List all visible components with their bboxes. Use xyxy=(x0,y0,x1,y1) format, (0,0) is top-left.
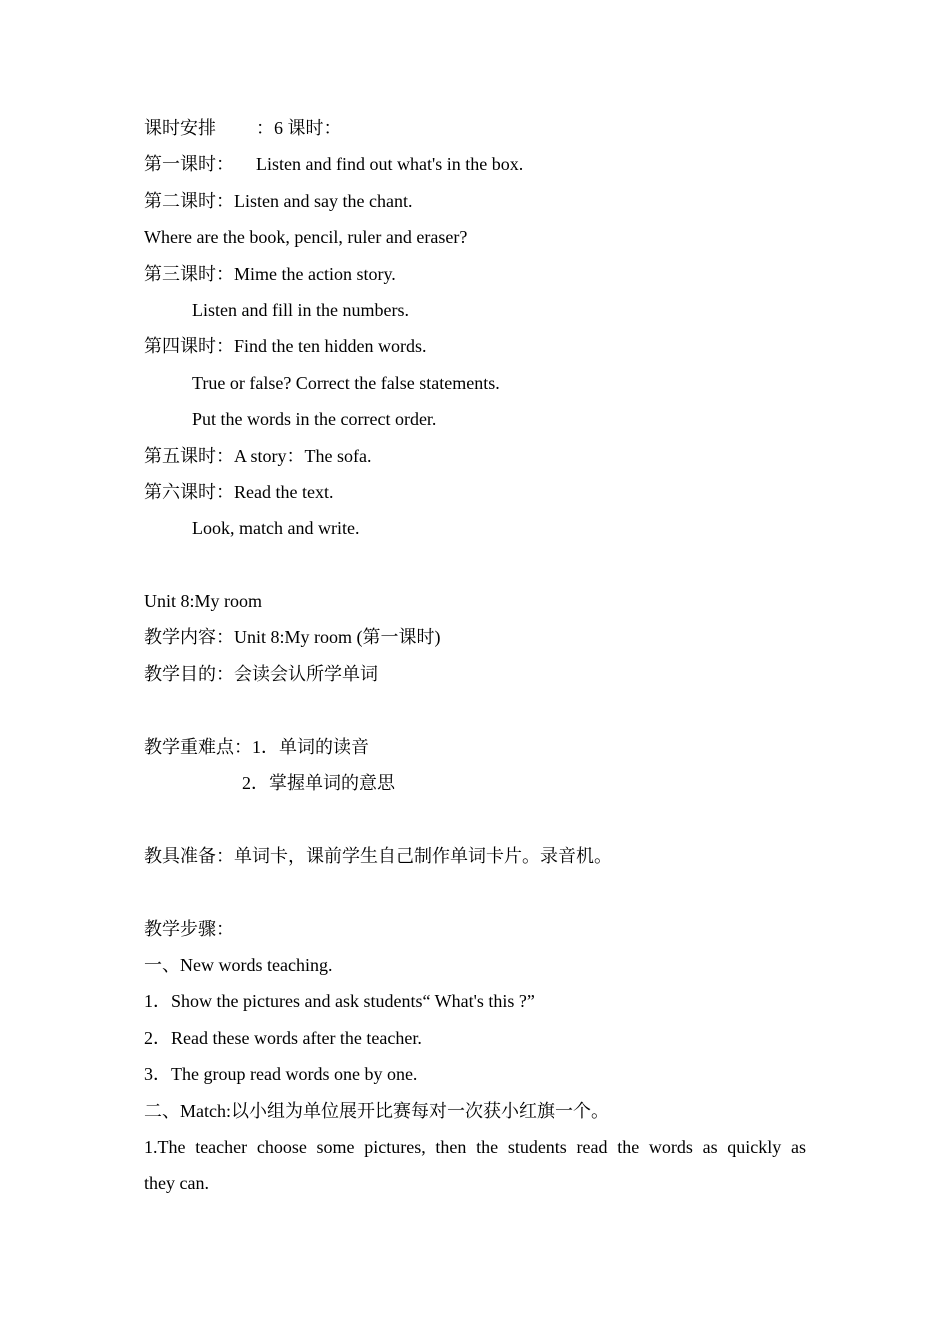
key-point-2: 2．掌握单词的意思 xyxy=(242,773,395,794)
lesson-2-text: Listen and say the chant. xyxy=(234,190,413,211)
lesson-4-label: 第四课时： xyxy=(144,336,234,357)
teaching-tools xyxy=(144,838,806,874)
step-1-item: 1．Show the pictures and ask students“ What's this ?” xyxy=(144,991,535,1012)
lesson-3 xyxy=(144,256,806,292)
step-2-item-1-line-2: they can. xyxy=(144,1173,209,1194)
teaching-content-text: Unit 8:My room (第一课时) xyxy=(234,627,441,648)
teaching-goal-text: 会读会认所学单词 xyxy=(234,663,378,684)
lesson-3-label: 第三课时： xyxy=(144,263,234,284)
teaching-steps-label: 教学步骤： xyxy=(144,918,234,939)
step-2-item-1-line-1: 1.The teacher choose some pictures, then the students read the words as quickly as xyxy=(144,1136,806,1157)
step-1-item: 2．Read these words after the teacher. xyxy=(144,1027,422,1048)
teaching-tools-text: 单词卡，课前学生自己制作单词卡片。录音机。 xyxy=(234,845,612,866)
lesson-4 xyxy=(144,328,806,364)
lesson-3-text: Mime the action story. xyxy=(234,263,396,284)
lesson-4-extra-1: True or false? Correct the false statements. xyxy=(192,372,500,393)
teaching-tools-label: 教具准备： xyxy=(144,845,234,866)
step-1-heading: 一、New words teaching. xyxy=(144,954,333,975)
step-2-heading: 二、Match:以小组为单位展开比赛每对一次获小红旗一个。 xyxy=(144,1100,609,1121)
lesson-6-label: 第六课时： xyxy=(144,481,234,502)
lesson-4-text: Find the ten hidden words. xyxy=(234,336,427,357)
teaching-goal-label: 教学目的： xyxy=(144,663,234,684)
spacer xyxy=(144,801,806,837)
lesson-6-extra: Look, match and write. xyxy=(192,518,360,539)
lesson-2 xyxy=(144,183,806,219)
lesson-5-text: A story：The sofa. xyxy=(234,445,372,466)
key-point-1: 1．单词的读音 xyxy=(252,736,369,757)
lesson-3-extra: Listen and fill in the numbers. xyxy=(192,299,409,320)
teaching-goal xyxy=(144,656,806,692)
lesson-6-text: Read the text. xyxy=(234,481,334,502)
spacer xyxy=(144,874,806,910)
lesson-1 xyxy=(144,146,806,182)
step-1-item: 3．The group read words one by one. xyxy=(144,1064,418,1085)
lesson-1-text: Listen and find out what's in the box. xyxy=(256,154,524,175)
lesson-5 xyxy=(144,438,806,474)
lesson-5-label: 第五课时： xyxy=(144,445,234,466)
schedule-header xyxy=(144,110,806,146)
spacer xyxy=(144,692,806,728)
lesson-2-extra: Where are the book, pencil, ruler and eraser? xyxy=(144,227,468,248)
lesson-2-label: 第二课时： xyxy=(144,190,234,211)
schedule-header-label: 课时安排 xyxy=(144,118,216,138)
lesson-4-extra-2: Put the words in the correct order. xyxy=(192,409,437,430)
teaching-content-label: 教学内容： xyxy=(144,627,234,648)
unit-title: Unit 8:My room xyxy=(144,591,263,612)
schedule-header-value: ：6 课时： xyxy=(256,118,342,138)
spacer xyxy=(144,547,806,583)
teaching-content xyxy=(144,619,806,655)
lesson-6 xyxy=(144,474,806,510)
lesson-1-label: 第一课时： xyxy=(144,154,234,175)
key-points xyxy=(144,729,806,765)
key-points-label: 教学重难点： xyxy=(144,736,252,757)
document-page xyxy=(144,110,806,1202)
